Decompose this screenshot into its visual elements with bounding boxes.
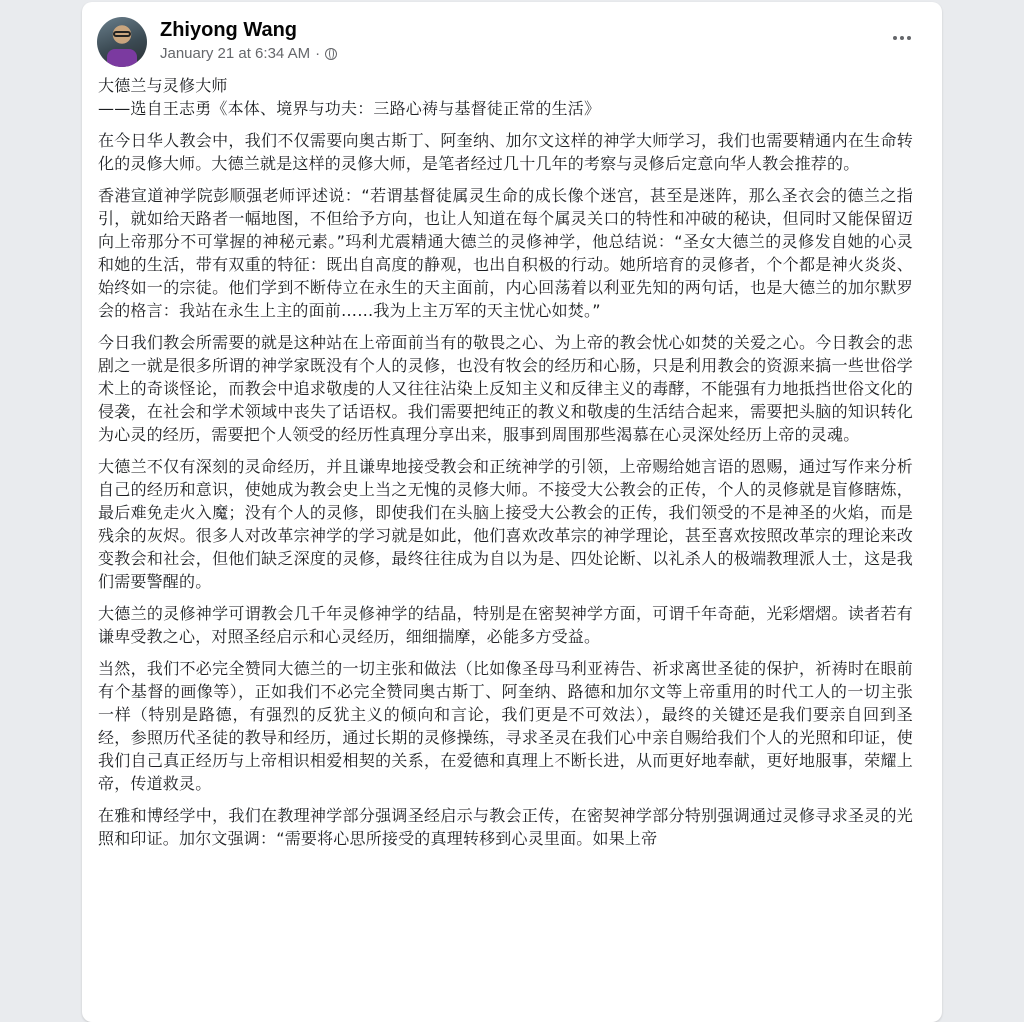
post-paragraph-5: 大德兰的灵修神学可谓教会几千年灵修神学的结晶，特别是在密契神学方面，可谓千年奇葩，光彩熠熠。读者若有谦卑受教之心，对照圣经启示和心灵经历，细细揣摩，必能多方受益。 [98, 604, 913, 646]
post-header [82, 2, 942, 66]
post-meta [160, 45, 337, 62]
globe-icon[interactable] [325, 48, 337, 60]
post-paragraph-3: 今日我们教会所需要的就是这种站在上帝面前当有的敬畏之心、为上帝的教会忧心如焚的关爱之心。今日教会的悲剧之一就是很多所谓的神学家既没有个人的灵修，也没有牧会的经历和心肠，只是利用教会的资源来搞一些世俗学术上的奇谈怪论，而教会中追求敬虔的人又往往沾染上反知主义和反律主义的毒酵，不能强有力地抵挡世俗文化的侵袭，在社会和学术领域中丧失了话语权。我们需要把纯正的教义和敬虔的生活结合起来，需要把头脑的知识转化为心灵的经历，需要把个人领受的经历性真理分享出来，服事到周围那些渴慕在心灵深处经历上帝的灵魂。 [98, 333, 913, 444]
facebook-post-card [82, 2, 942, 1022]
post-paragraph-2: 香港宣道神学院彭顺强老师评述说：“若谓基督徒属灵生命的成长像个迷宫，甚至是迷阵，那么圣衣会的德兰之指引，就如给天路者一幅地图，不但给予方向，也让人知道在每个属灵关口的特性和冲破的秘诀，但同时又能保留迈向上帝那分不可掌握的神秘元素。”玛利尤震精通大德兰的灵修神学，他总结说：“圣女大德兰的灵修发自她的心灵和她的生活，带有双重的特征：既出自高度的静观，也出自积极的行动。她所培育的灵修者，个个都是神火炎炎、始终如一的宗徒。他们学到不断侍立在永生的天主面前，内心回荡着以利亚先知的两句话，也是大德兰的加尔默罗会的格言：我站在永生上主的面前……我为上主万军的天主忧心如焚。” [98, 186, 913, 320]
avatar-shirt [107, 49, 137, 67]
post-subtitle: ——选自王志勇《本体、境界与功夫：三路心祷与基督徒正常的生活》 [98, 99, 601, 118]
author-avatar[interactable] [97, 17, 147, 67]
post-title: 大德兰与灵修大师 [98, 76, 228, 95]
post-paragraph-4: 大德兰不仅有深刻的灵命经历，并且谦卑地接受教会和正统神学的引领，上帝赐给她言语的恩赐，通过写作来分析自己的经历和意识，使她成为教会史上当之无愧的灵修大师。不接受大公教会的正传，个人的灵修就是盲修瞎炼，最后难免走火入魔；没有个人的灵修，即使我们在头脑上接受大公教会的正传，我们领受的不是神圣的火焰，而是残余的灰烬。很多人对改革宗神学的学习就是如此，他们喜欢改革宗的神学理论，甚至喜欢按照改革宗的理论来改变教会和社会，但他们缺乏深度的灵修，最终往往成为自以为是、四处论断、以礼杀人的极端教理派人士，这是我们需要警醒的。 [98, 457, 913, 591]
post-timestamp[interactable]: January 21 at 6:34 AM [160, 45, 311, 62]
post-body [98, 74, 913, 859]
more-options-icon[interactable] [888, 28, 916, 48]
post-paragraph-1: 在今日华人教会中，我们不仅需要向奥古斯丁、阿奎纳、加尔文这样的神学大师学习，我们也需要精通内在生命转化的灵修大师。大德兰就是这样的灵修大师，是笔者经过几十几年的考察与灵修后定意向华人教会推荐的。 [98, 131, 913, 173]
author-name[interactable]: Zhiyong Wang [160, 19, 298, 41]
post-paragraph-6: 当然，我们不必完全赞同大德兰的一切主张和做法（比如像圣母马利亚祷告、祈求离世圣徒的保护，祈祷时在眼前有个基督的画像等），正如我们不必完全赞同奥古斯丁、阿奎纳、路德和加尔文等上帝重用的时代工人的一切主张一样（特别是路德，有强烈的反犹主义的倾向和言论，我们更是不可效法），最终的关键还是我们要亲自回到圣经，参照历代圣徒的教导和经历，通过长期的灵修操练，寻求圣灵在我们心中亲自赐给我们个人的光照和印证，使我们自己真正经历与上帝相识相爱相契的关系，在爱德和真理上不断长进，从而更好地奉献，更好地服事，荣耀上帝，传道救灵。 [98, 659, 913, 793]
meta-separator: · [315, 45, 321, 62]
post-paragraph-7: 在雅和博经学中，我们在教理神学部分强调圣经启示与教会正传，在密契神学部分特别强调通过灵修寻求圣灵的光照和印证。加尔文强调：“需要将心思所接受的真理转移到心灵里面。如果上帝 [98, 806, 913, 848]
avatar-glasses [113, 31, 131, 37]
